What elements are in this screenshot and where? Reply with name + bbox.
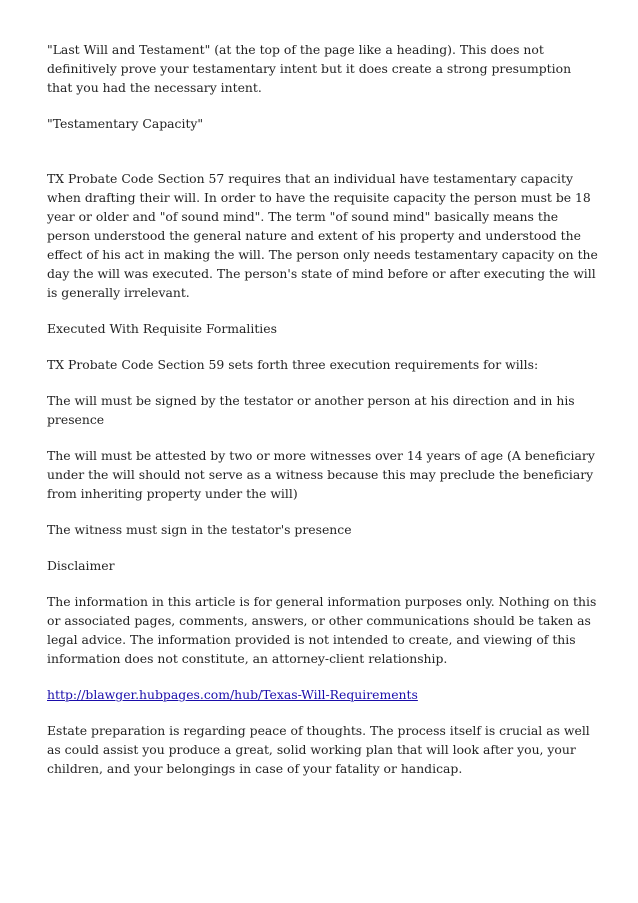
requirement-signed: The will must be signed by the testator or another person at his direction and in his presence [47,393,575,427]
requirement-witness-presence: The witness must sign in the testator's presence [47,522,352,537]
estate-preparation-paragraph: Estate preparation is regarding peace of thoughts. The process itself is crucial as well as could assist you produce a great, solid working plan that will look after you, your children, and your belongings in case of your fatality or handicap. [47,723,590,776]
document-page [47,40,599,795]
capacity-paragraph: TX Probate Code Section 57 requires that an individual have testamentary capacity when drafting their will. In order to have the requisite capacity the person must be 18 year or older and "of sound mind". The term "of sound mind" basically means the person understood the general nature and extent of his property and understood the effect of his act in making the will. The person only needs testamentary capacity on the day the will was executed. The person's state of mind before or after executing the will is generally irrelevant. [47,171,598,300]
intent-paragraph: "Last Will and Testament" (at the top of the page like a heading). This does not definitively prove your testamentary intent but it does create a strong presumption that you had the necessary intent. [47,42,572,95]
formalities-heading: Executed With Requisite Formalities [47,321,277,336]
testamentary-capacity-heading: "Testamentary Capacity" [47,116,204,131]
disclaimer-heading: Disclaimer [47,558,115,573]
requirement-attested: The will must be attested by two or more witnesses over 14 years of age (A beneficiary under the will should not serve as a witness because this may preclude the beneficiary from inheriting property under the will) [47,448,595,501]
source-link[interactable]: http://blawger.hubpages.com/hub/Texas-Will-Requirements [47,687,418,702]
disclaimer-paragraph: The information in this article is for general information purposes only. Nothing on this or associated pages, comments, answers, or other communications should be taken as legal advice. The information provided is not intended to create, and viewing of this information does not constitute, an attorney-client relationship. [47,594,597,666]
source-link-paragraph [47,685,599,704]
execution-requirements-intro: TX Probate Code Section 59 sets forth three execution requirements for wills: [47,357,539,372]
